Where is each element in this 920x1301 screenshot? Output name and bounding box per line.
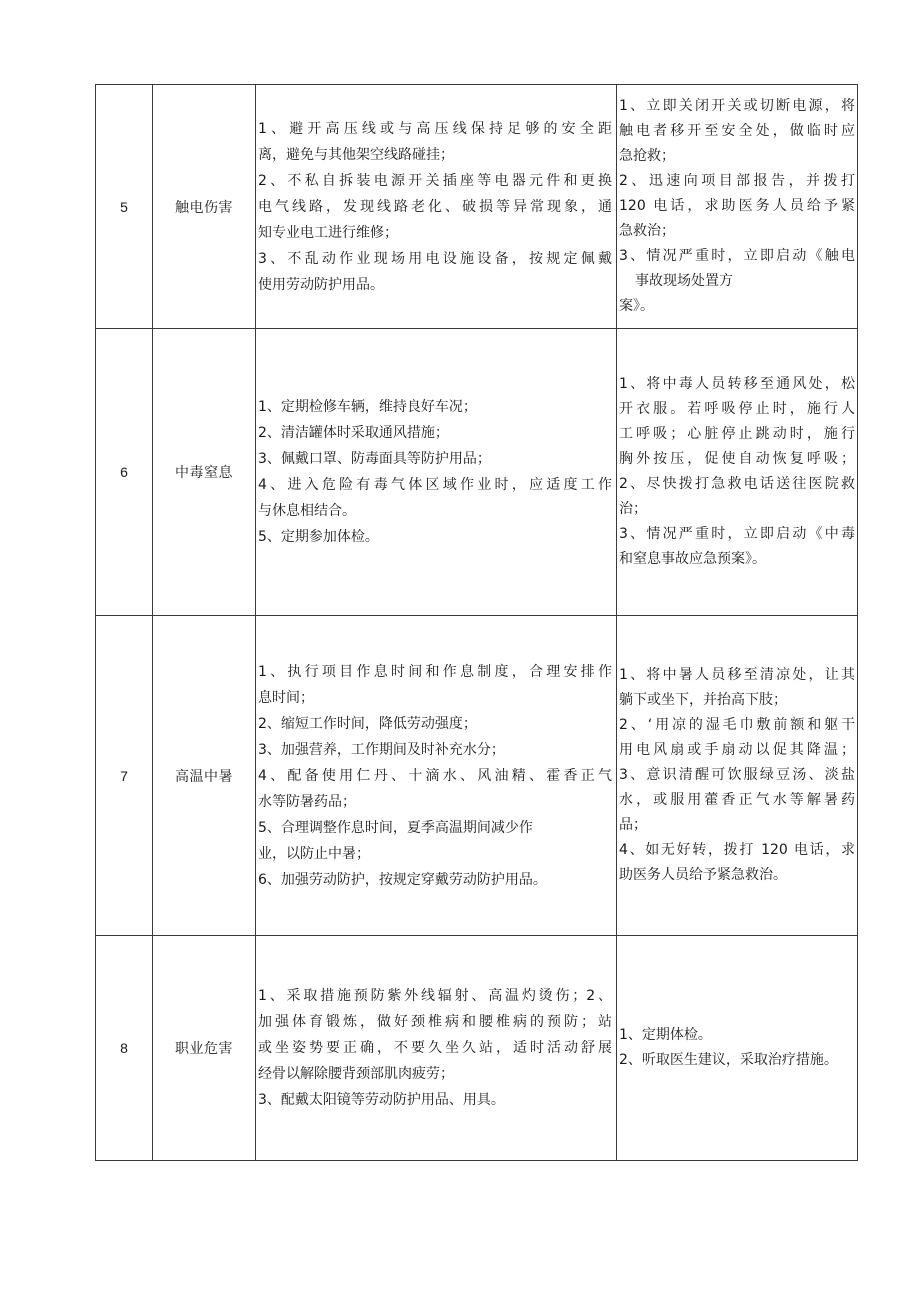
emergency-line: 2、‘用凉的湿毛巾敷前额和躯干	[619, 717, 855, 733]
emergency-line: 品；	[619, 817, 647, 833]
emergency-measures	[617, 936, 858, 1161]
emergency-line: 和窒息事故应急预案》。	[619, 551, 766, 567]
measure-line: 加强体育锻炼，做好颈椎病和腰椎病的预防；站	[258, 1014, 612, 1030]
measure-line: 5、合理调整作息时间，夏季高温期间减少作	[258, 819, 533, 836]
measure-line: 1、定期检修车辆，维持良好车况；	[258, 399, 477, 415]
measure-line: 1、执行项目作息时间和作息制度，合理安排作	[258, 663, 612, 680]
prevention-measures	[256, 85, 617, 329]
emergency-line: 治；	[619, 501, 647, 517]
emergency-line: 1、将中毒人员转移至通风处，松	[619, 376, 855, 392]
emergency-measures	[617, 616, 858, 936]
table-row	[96, 616, 858, 936]
measure-line: 经骨以解除腰背颈部肌肉疲劳；	[258, 1066, 454, 1082]
row-number: 6	[96, 329, 153, 616]
emergency-line: 2、听取医生建议，采取治疗措施。	[619, 1052, 838, 1068]
measure-line: 业，以防止中暑；	[258, 845, 370, 862]
hazard-name: 中毒窒息	[153, 329, 256, 616]
measure-line: 5、定期参加体检。	[258, 529, 379, 545]
measure-line: 水等防暑药品；	[258, 793, 356, 810]
emergency-line: 1、立即关闭开关或切断电源，将	[619, 98, 855, 114]
measure-line: 使用劳动防护用品。	[258, 276, 384, 293]
emergency-line: 触电者移开至安全处，做临时应	[619, 123, 855, 139]
emergency-line: 2、迅速向项目部报告，并拨打	[619, 173, 855, 189]
measure-line: 3、佩戴口罩、防毒面具等防护用品；	[258, 451, 491, 467]
hazard-name: 高温中暑	[153, 616, 256, 936]
measure-line: 2、清洁罐体时采取通风措施；	[258, 425, 449, 441]
measure-line: 3、加强营养，工作期间及时补充水分；	[258, 741, 505, 758]
prevention-measures	[256, 616, 617, 936]
hazard-name: 触电伤害	[153, 85, 256, 329]
measure-line: 息时间；	[258, 689, 314, 706]
emergency-line: 用电风扇或手扇动以促其降温；	[619, 742, 855, 758]
emergency-line: 4、如无好转，拨打 120 电话，求	[619, 842, 855, 858]
emergency-line: 3、情况严重时，立即启动《触电	[619, 248, 855, 264]
emergency-measures	[617, 329, 858, 616]
emergency-line: 1、定期体检。	[619, 1027, 712, 1043]
measure-line: 1、采取措施预防紫外线辐射、高温灼烫伤；2、	[258, 988, 612, 1004]
emergency-line: 120 电话，求助医务人员给予紧	[619, 198, 855, 214]
measure-line: 2、缩短工作时间，降低劳动强度；	[258, 715, 477, 732]
measure-line: 6、加强劳动防护，按规定穿戴劳动防护用品。	[258, 871, 547, 888]
row-number: 8	[96, 936, 153, 1161]
measure-line: 4、进入危险有毒气体区域作业时，应适度工作	[258, 477, 612, 493]
emergency-line: 急救治；	[619, 223, 675, 239]
emergency-line: 事故现场处置方	[635, 273, 733, 289]
measure-line: 4、配备使用仁丹、十滴水、风油精、霍香正气	[258, 767, 612, 784]
measure-line: 与休息相结合。	[258, 503, 356, 519]
emergency-line: 工呼吸；心脏停止跳动时，施行	[619, 426, 855, 442]
measure-line: 3、配戴太阳镜等劳动防护用品、用具。	[258, 1092, 505, 1108]
emergency-line: 急抢救；	[619, 148, 675, 164]
emergency-line: 3、意识清醒可饮服绿豆汤、淡盐	[619, 767, 855, 783]
emergency-line: 助医务人员给予紧急救治。	[619, 867, 787, 883]
row-number: 7	[96, 616, 153, 936]
measure-line: 知专业电工进行维修；	[258, 224, 398, 241]
measure-line: 离，避免与其他架空线路碰挂；	[258, 146, 454, 163]
emergency-line: 胸外按压，促使自动恢复呼吸；	[619, 451, 855, 467]
table-row	[96, 85, 858, 329]
measure-line: 电气线路，发现线路老化、破损等异常现象，通	[258, 198, 612, 215]
emergency-line: 3、情况严重时，立即启动《中毒	[619, 526, 855, 542]
emergency-line: 开衣服。若呼吸停止时，施行人	[619, 401, 855, 417]
emergency-line: 2、尽快拨打急救电话送往医院救	[619, 476, 855, 492]
emergency-line: 躺下或坐下，并抬高下肢；	[619, 692, 787, 708]
measure-line: 1、避开高压线或与高压线保持足够的安全距	[258, 120, 612, 137]
emergency-measures	[617, 85, 858, 329]
hazard-table	[95, 84, 858, 1161]
prevention-measures	[256, 936, 617, 1161]
emergency-line: 1、将中暑人员移至清凉处，让其	[619, 667, 855, 683]
table-row	[96, 936, 858, 1161]
table-row	[96, 329, 858, 616]
emergency-line: 水，或服用藿香正气水等解暑药	[619, 792, 855, 808]
prevention-measures	[256, 329, 617, 616]
measure-line: 或坐姿势要正确，不要久坐久站，适时活动舒展	[258, 1040, 612, 1056]
emergency-line: 案》。	[619, 298, 654, 314]
hazard-name: 职业危害	[153, 936, 256, 1161]
measure-line: 3、不乱动作业现场用电设施设备，按规定佩戴	[258, 250, 612, 267]
row-number: 5	[96, 85, 153, 329]
measure-line: 2、不私自拆装电源开关插座等电器元件和更换	[258, 172, 612, 189]
